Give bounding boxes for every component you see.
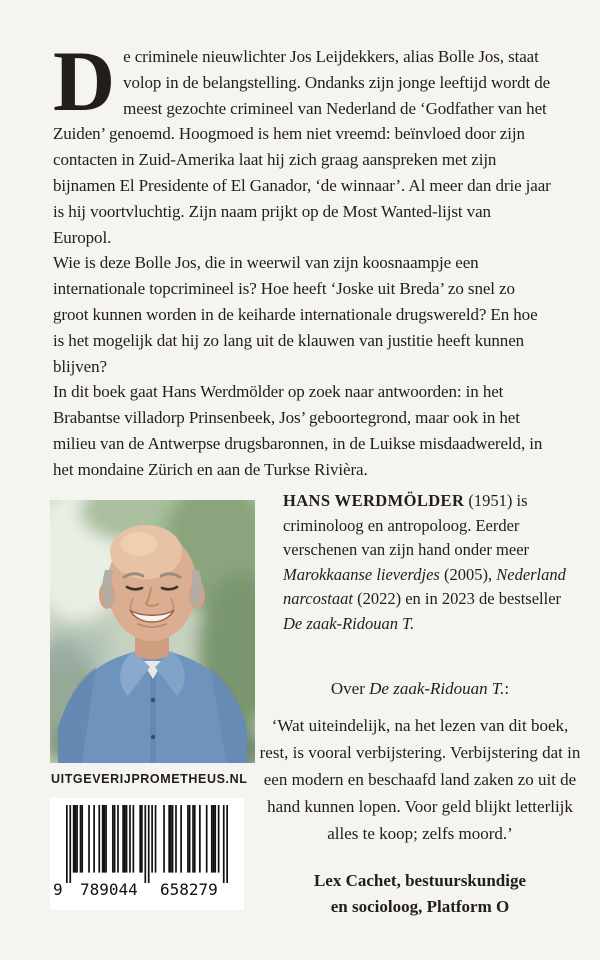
barcode-digits xyxy=(50,880,244,902)
barcode xyxy=(50,798,244,910)
review-attribution xyxy=(259,868,581,920)
back-cover-blurb xyxy=(53,33,551,483)
review-attribution-line-1: Lex Cachet, bestuurskundige xyxy=(313,871,527,890)
blurb-paragraph-1: e criminele nieuwlichter Jos Leijdekkers, alias Bolle Jos, staat volop in de belangstelling. Ondanks zijn jonge leeftijd wordt de meest gezochte crimineel van Nederland de ‘Godfather van het Zuiden’ genoemd. Hoogmoed is hem niet vreemd: beïnvloed door zijn contacten in Zuid-Amerika laat hij zich graag aanspreken met zijn bijnamen El Presidente of El Ganador, ‘de winnaar’. Al meer dan drie jaar is hij voortvluchtig. Zijn naam prijkt op de Most Wanted-lijst van Europol. xyxy=(53,47,551,247)
blurb-paragraph-3: In dit boek gaat Hans Werdmölder op zoek naar antwoorden: in het Brabantse villadorp Prinsenbeek, Jos’ geboortegrond, maar ook in het milieu van de Antwerpse drugsbaronnen, in de Luikse misdaadwereld, in het mondaine Zürich en aan de Turkse Rivièra. xyxy=(53,382,543,479)
review-attribution-line-2: en socioloog, Platform O xyxy=(330,897,510,916)
author-bio: HANS WERDMÖLDER (1951) is criminoloog en antropoloog. Eerder verschenen van zijn hand onder meer Marokkaanse lieverdjes (2005), Nederland narcostaat (2022) en in 2023 de bestseller De zaak-Ridouan T. xyxy=(283,491,566,633)
author-photo xyxy=(50,500,255,763)
publisher-website: UITGEVERIJPROMETHEUS.NL xyxy=(51,772,248,786)
barcode-digits-left: 789044 xyxy=(80,880,138,899)
barcode-digits-right: 658279 xyxy=(160,880,218,899)
barcode-bars xyxy=(66,805,228,883)
barcode-digit-lead: 9 xyxy=(53,880,63,899)
review-quote: ‘Wat uiteindelijk, na het lezen van dit boek, rest, is vooral verbijstering. Verbijstering dat in een modern en beschaafd land zaken zo uit de hand kunnen lopen. Voor geld blijkt letterlijk alles te koop; zelfs moord.’ xyxy=(259,716,581,843)
blurb-paragraph-2: Wie is deze Bolle Jos, die in weerwil van zijn koosnaampje een internationale topcrimineel is? Hoe heeft ‘Joske uit Breda’ zo snel zo groot kunnen worden in de keiharde internationale drugswereld? En hoe is het mogelijk dat hij zo lang uit de klauwen van justitie heeft kunnen blijven? xyxy=(53,253,538,376)
review-heading: Over De zaak-Ridouan T.: xyxy=(330,679,510,698)
dropcap-letter: D xyxy=(53,33,114,129)
